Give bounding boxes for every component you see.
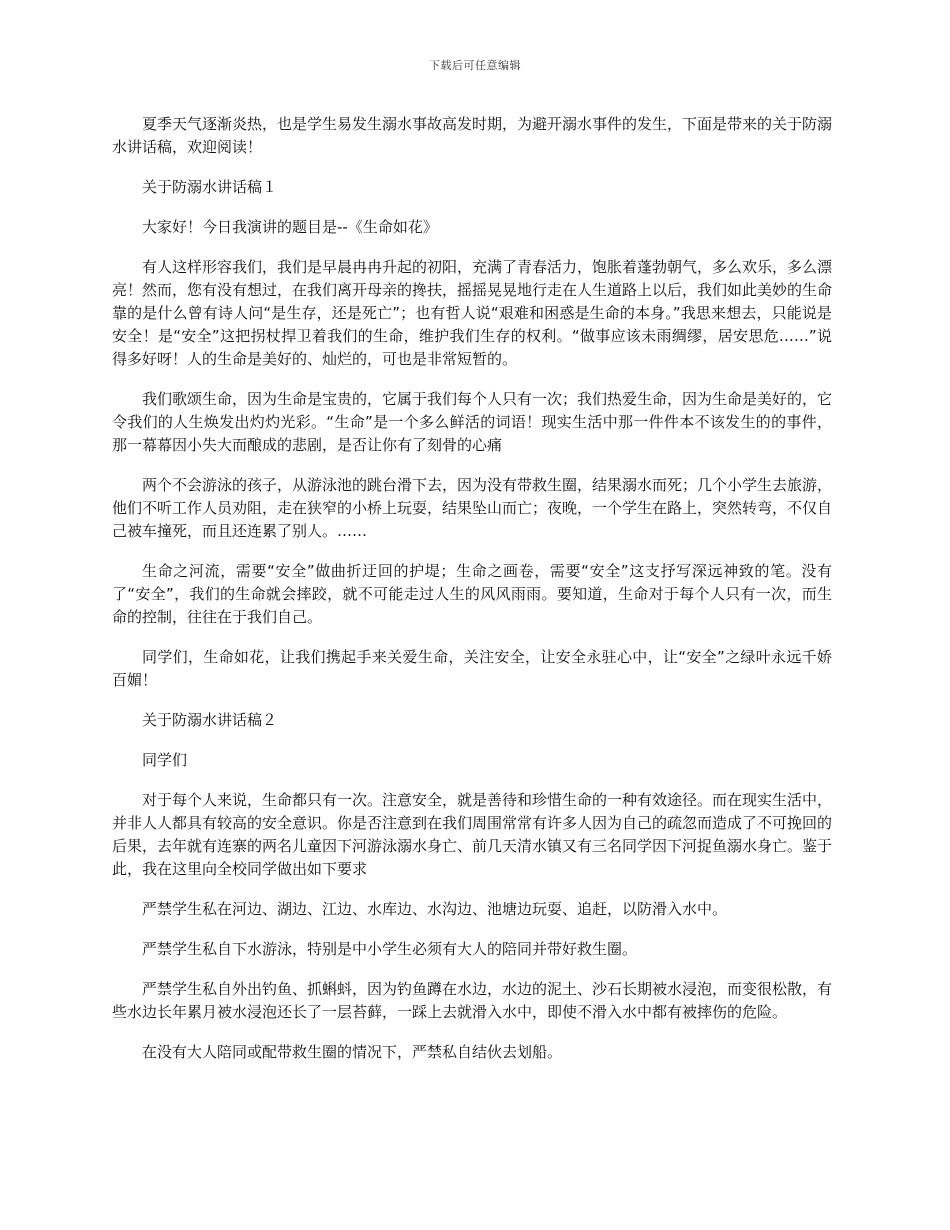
body-paragraph: 生命之河流，需要“安全”做曲折迂回的护堤；生命之画卷，需要“安全”这支抒写深远神致的笔。没有了“安全”，我们的生命就会摔跤，就不可能走过人生的风风雨雨。要知道，生命对于每个人只有一次，而生命的控制，往往在于我们自己。 bbox=[112, 562, 832, 626]
body-paragraph: 两个不会游泳的孩子，从游泳池的跳台滑下去，因为没有带救生圈，结果溺水而死；几个小学生去旅游，他们不听工作人员劝阻，走在狭窄的小桥上玩耍，结果坠山而亡；夜晚，一个学生在路上，突然转弯，不仅自己被车撞死，而且还连累了别人。…… bbox=[112, 476, 833, 540]
rule-paragraph: 严禁学生私自外出钓鱼、抓蝌蚪，因为钓鱼蹲在水边，水边的泥土、沙石长期被水浸泡，而变很松散，有些水边长年累月被水浸泡还长了一层苔藓，一踩上去就滑入水中，即使不滑入水中都有被摔伤的危险。 bbox=[112, 980, 833, 1021]
page-header: 下载后可任意编辑 bbox=[429, 59, 521, 72]
greeting-paragraph: 大家好！今日我演讲的题目是--《生命如花》 bbox=[142, 218, 438, 236]
body-paragraph: 对于每个人来说，生命都只有一次。注意安全，就是善待和珍惜生命的一种有效途径。而在现实生活中，并非人人都具有较高的安全意识。你是否注意到在我们周围常常有许多人因为自己的疏忽而造成了不可挽回的后果，去年就有连寨的两名儿童因下河游泳溺水身亡、前几天清水镇又有三名同学因下河捉鱼溺水身亡。鉴于此，我在这里向全校同学做出如下要求 bbox=[112, 791, 833, 878]
section-heading-2: 关于防溺水讲话稿２ bbox=[142, 711, 278, 729]
salutation-paragraph: 同学们 bbox=[142, 751, 188, 769]
rule-paragraph: 在没有大人陪同或配带救生圈的情况下，严禁私自结伙去划船。 bbox=[142, 1043, 563, 1061]
rule-paragraph: 严禁学生私在河边、湖边、江边、水库边、水沟边、池塘边玩耍、追赶，以防滑入水中。 bbox=[142, 900, 728, 918]
intro-paragraph: 夏季天气逐渐炎热，也是学生易发生溺水事故高发时期，为避开溺水事件的发生，下面是带来的关于防溺水讲话稿，欢迎阅读！ bbox=[112, 115, 833, 156]
body-paragraph: 同学们，生命如花，让我们携起手来关爱生命，关注安全，让安全永驻心中，让“安全”之绿叶永远千娇百媚！ bbox=[112, 648, 832, 689]
section-heading-1: 关于防溺水讲话稿１ bbox=[142, 178, 278, 196]
document-body bbox=[112, 113, 832, 1081]
body-paragraph: 我们歌颂生命，因为生命是宝贵的，它属于我们每个人只有一次；我们热爱生命，因为生命是美好的，它令我们的人生焕发出灼灼光彩。“生命”是一个多么鲜活的词语！现实生活中那一件件本不该发生的的事件，那一幕幕因小失大而酿成的悲剧，是否让你有了刻骨的心痛 bbox=[112, 390, 833, 454]
rule-paragraph: 严禁学生私自下水游泳，特别是中小学生必须有大人的陪同并带好救生圈。 bbox=[142, 940, 638, 958]
body-paragraph: 有人这样形容我们，我们是早晨冉冉升起的初阳，充满了青春活力，饱胀着蓬勃朝气，多么欢乐，多么漂亮！然而，您有没有想过，在我们离开母亲的搀扶，摇摇晃晃地行走在人生道路上以后，我们如此美妙的生命靠的是什么曾有诗人问“是生存，还是死亡”；也有哲人说“艰难和困惑是生命的本身。”我思来想去，只能说是安全！是“安全”这把拐杖捍卫着我们的生命，维护我们生存的权利。“做事应该未雨绸缪，居安思危……”说得多好呀！人的生命是美好的、灿烂的，可也是非常短暂的。 bbox=[112, 258, 833, 368]
